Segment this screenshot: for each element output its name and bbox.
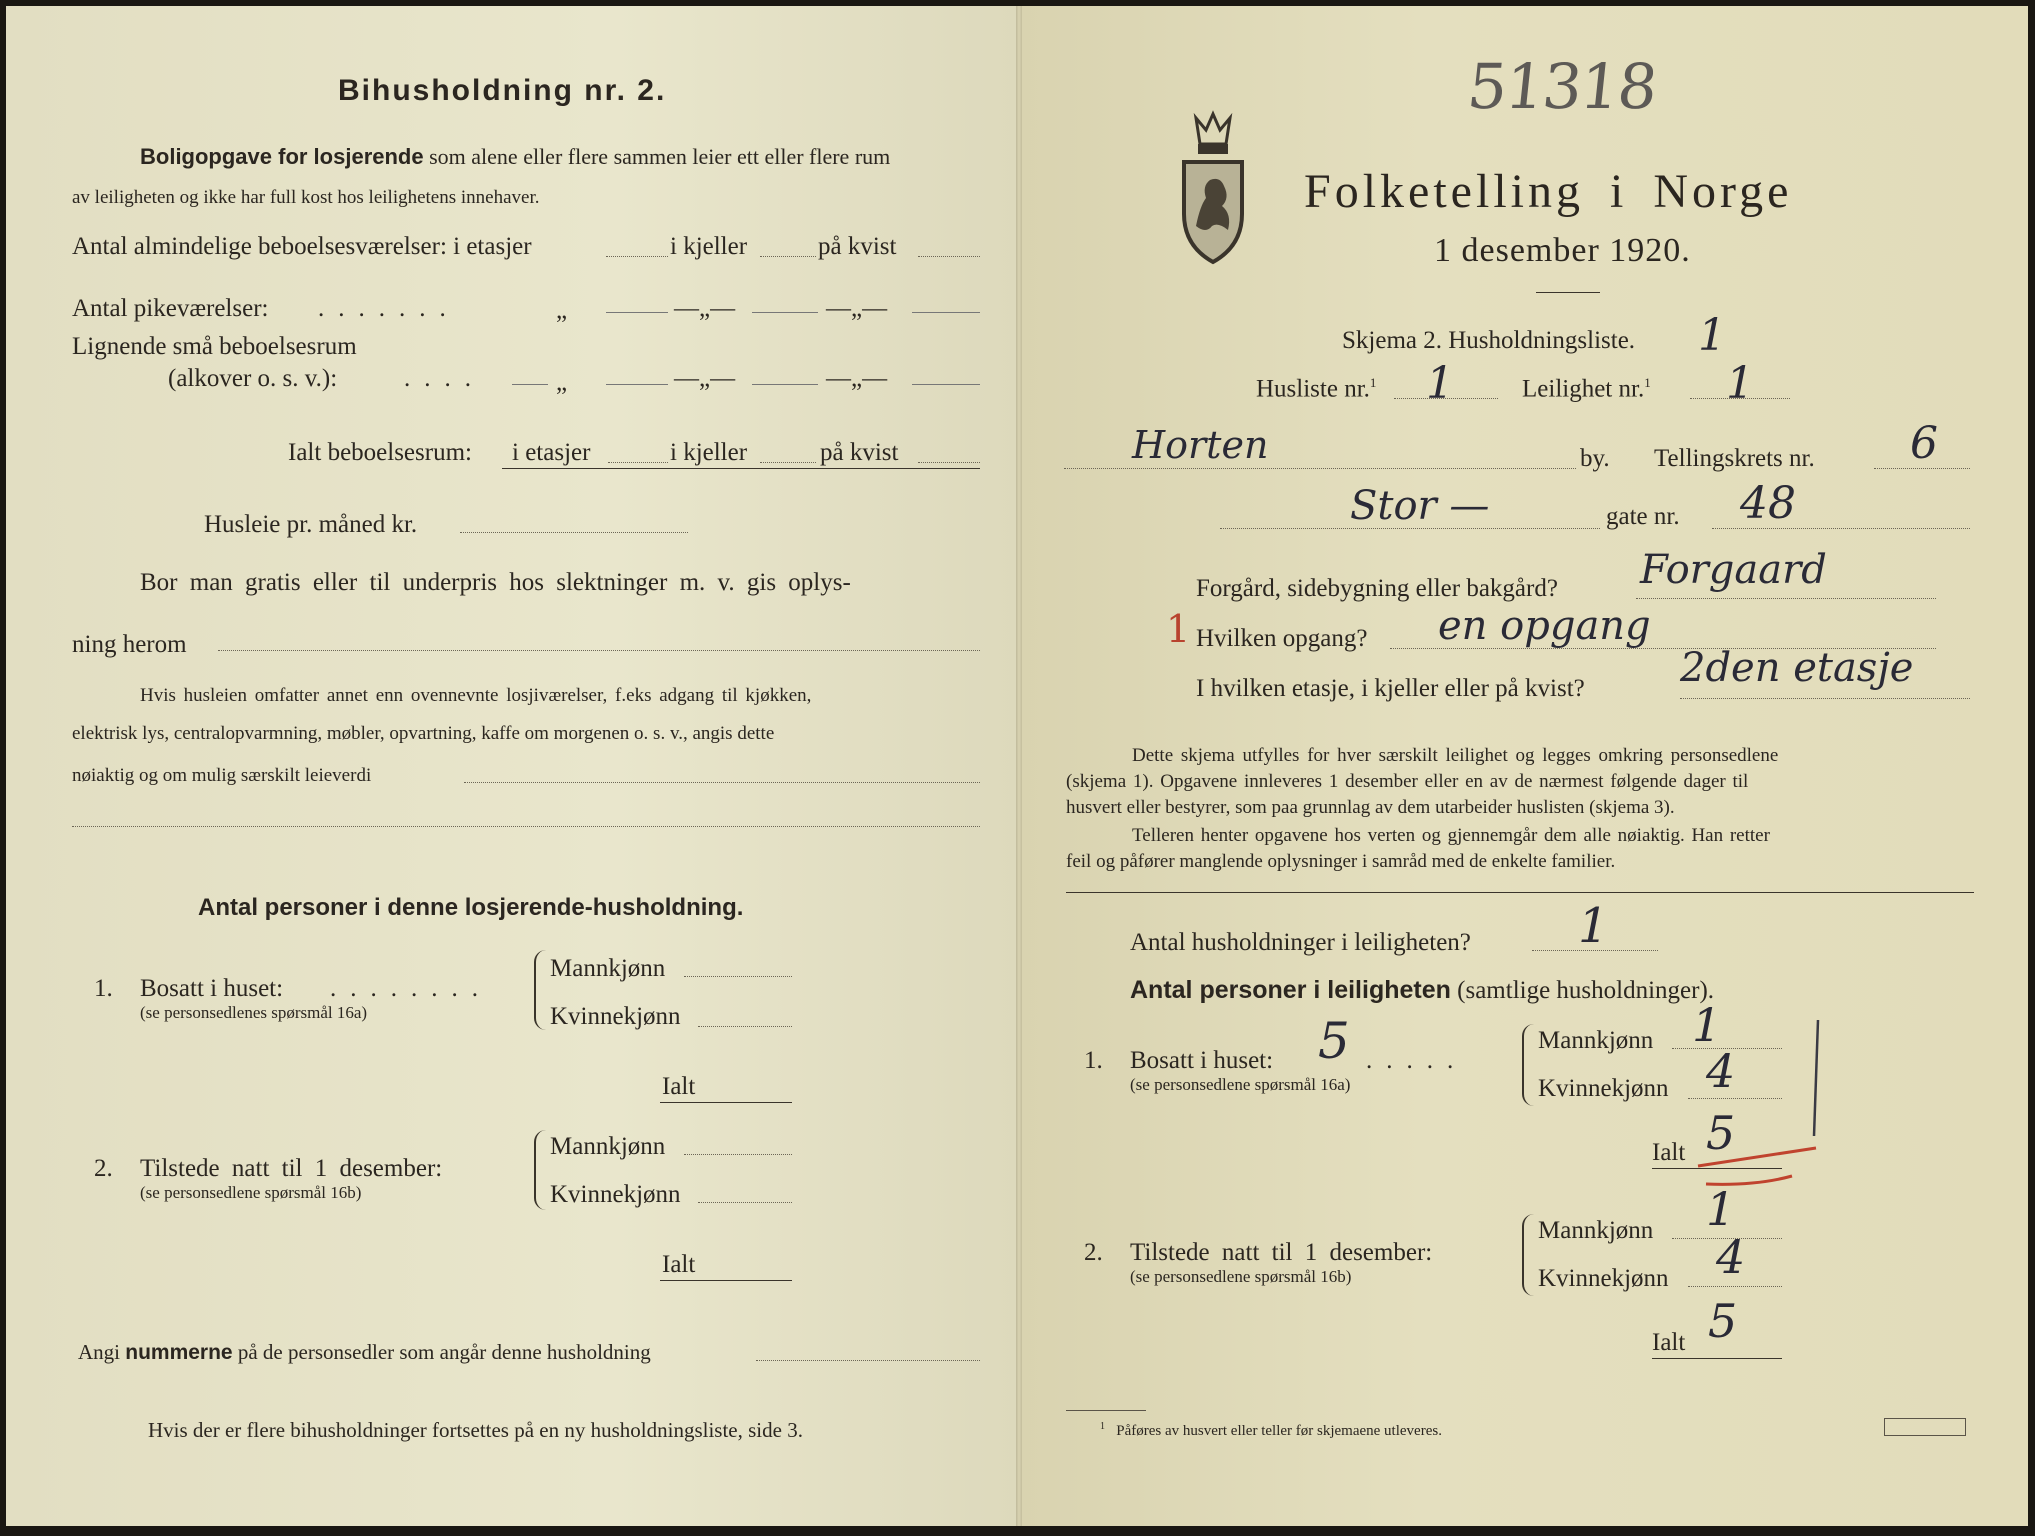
pike-line-1 [606,312,668,313]
footnote-rule [1066,1410,1146,1411]
info-rule [1066,892,1974,893]
husleie-line [460,532,688,533]
pike-line-3 [912,312,980,313]
alkover-line-2 [752,384,818,385]
leilighet-label-text: Leilighet nr. [1522,375,1645,403]
angi-line [78,1342,651,1363]
hvis-line-1: Hvis husleien omfatter annet enn ovennevnte losjiværelser, f.eks adgang til kjøkken, [140,685,812,706]
ialt-kjeller-line [760,462,816,463]
left-item2-num: 2. [94,1155,113,1182]
red-check-marks [1696,1016,1836,1206]
stamp-number: 51318 [1464,50,1660,123]
ialt-kjeller-label: i kjeller [670,439,748,466]
info-line-4: Telleren henter opgavene hos verten og gjennemgår dem alle nøiaktig. Han retter [1132,825,1770,846]
forgard-line [1636,598,1936,599]
by-label: by. [1580,445,1610,472]
left-item1-num: 1. [94,975,113,1002]
left-persons-heading: Antal personer i denne losjerende-husholdning. [198,894,744,921]
pike-line-2 [752,312,818,313]
margin-tick: 1 [1166,607,1191,651]
krets-value: 6 [1910,418,1938,469]
pike-label: Antal pikeværelser: [72,295,269,322]
husholdninger-value: 1 [1578,898,1609,954]
intro-line-1 [140,146,890,168]
rooms-kjeller-label: i kjeller [670,233,748,260]
husleie-label: Husleie pr. måned kr. [204,511,418,538]
right-b-mann-value: 1 [1692,998,1722,1052]
intro-line-2: av leiligheten og ikke har full kost hos leilighetens innehaver. [72,187,540,208]
intro-rest: som alene eller flere sammen leier ett eller flere rum [429,144,891,169]
right-t-ialt-label: Ialt [1652,1329,1686,1356]
left-item2-brace [534,1130,546,1210]
left-t-mann-line [684,1154,792,1155]
krets-line [1874,468,1970,469]
skjema-value: 1 [1698,310,1726,361]
pike-dash-2: —„— [826,295,888,322]
angi-line-fill [756,1360,980,1361]
gate-line [1220,528,1600,529]
alkover-dash-1: —„— [674,365,736,392]
right-b-kvinne-label: Kvinnekjønn [1538,1075,1669,1102]
opgang-label: Hvilken opgang? [1196,625,1368,652]
left-t-kvinne-label: Kvinnekjønn [550,1181,681,1208]
rooms-etasjer-line [606,256,668,257]
angi-rest: på de personsedler som angår denne husholdning [237,1340,651,1364]
left-b-ialt-rule [660,1102,792,1103]
right-item2-brace [1522,1214,1534,1296]
ialt-rooms-label: Ialt beboelsesrum: [288,439,472,466]
right-date: 1 desember 1920. [1434,232,1691,269]
right-t-kvinne-line [1688,1286,1782,1287]
persons-heading [1130,978,1714,1003]
husliste-line [1394,398,1498,399]
left-b-mann-label: Mannkjønn [550,955,666,982]
date-rule [1536,292,1600,293]
rooms-kvist-line [918,256,980,257]
forgard-value: Forgaard [1640,547,1827,593]
rooms-kjeller-line [760,256,816,257]
left-t-kvinne-line [698,1202,792,1203]
footnote [1100,1422,1442,1439]
page-fold [1016,6,1022,1526]
right-b-mann-label: Mannkjønn [1538,1027,1654,1054]
right-t-ialt-rule [1652,1358,1782,1359]
right-item2-sub: (se personsedlene spørsmål 16b) [1130,1267,1352,1286]
right-item2-num: 2. [1084,1239,1103,1266]
husliste-label [1256,376,1376,401]
right-item1-sub: (se personsedlene spørsmål 16a) [1130,1075,1351,1094]
footnote-text: Påføres av husvert eller teller før skjemaene utleveres. [1116,1423,1442,1439]
by-value: Horten [1132,423,1269,467]
opgang-value: en opgang [1438,603,1651,649]
right-b-kvinne-value: 4 [1706,1044,1736,1098]
right-b-ialt-label: Ialt [1652,1139,1686,1166]
hvis-line-3: nøiaktig og om mulig særskilt leieverdi [72,765,372,786]
husliste-value: 1 [1426,358,1454,409]
right-b-ialt-value: 5 [1706,1106,1736,1160]
husliste-label-text: Husliste nr. [1256,375,1370,403]
left-item2-label: Tilstede natt til 1 desember: [140,1155,443,1182]
right-t-kvinne-value: 4 [1716,1230,1746,1284]
lignende-label: Lignende små beboelsesrum [72,333,357,360]
pike-dots: ....... [318,295,460,322]
hvis-line [464,782,980,783]
right-title: Folketelling i Norge [1304,165,1793,218]
gate-nr-line [1712,528,1970,529]
alkover-line-1 [606,384,668,385]
left-title: Bihusholdning nr. 2. [338,74,667,107]
gate-nr-value: 48 [1740,478,1796,529]
left-t-mann-label: Mannkjønn [550,1133,666,1160]
alkover-dash-2: —„— [826,365,888,392]
persons-rest: (samtlige husholdninger). [1457,977,1715,1004]
leilighet-value: 1 [1726,358,1754,409]
etasje-line [1680,698,1970,699]
pike-dash-1: —„— [674,295,736,322]
left-t-ialt-label: Ialt [662,1251,696,1278]
left-item1-dots: ........ [330,975,492,1002]
ialt-etasjer-line [608,462,668,463]
right-item1-brace [1522,1024,1534,1106]
husholdninger-label: Antal husholdninger i leiligheten? [1130,929,1471,956]
right-item2-label: Tilstede natt til 1 desember: [1130,1239,1433,1266]
gate-value: Stor — [1350,483,1490,529]
left-item1-label: Bosatt i huset: [140,975,284,1002]
right-item1-dots: ..... [1366,1047,1468,1074]
footnote-mark: 1 [1100,1421,1105,1432]
gate-label: gate nr. [1606,503,1680,530]
left-footer: Hvis der er flere bihusholdninger fortsettes på en ny husholdningsliste, side 3. [148,1418,803,1442]
by-line [1064,468,1576,469]
persons-bold: Antal personer i leiligheten [1130,976,1451,1004]
skjema-label: Skjema 2. Husholdningsliste. [1342,327,1636,354]
leilighet-label [1522,376,1651,401]
hvis-extra-line [72,826,980,827]
etasje-value: 2den etasje [1680,645,1914,691]
husholdninger-line [1532,950,1658,951]
leilighet-footnote-mark: 1 [1644,375,1651,390]
leilighet-line [1690,398,1790,399]
coat-of-arms-icon [1178,110,1248,268]
printer-mark [1884,1418,1966,1436]
angi-pre: Angi [78,1340,120,1364]
left-b-ialt-label: Ialt [662,1073,696,1100]
left-t-ialt-rule [660,1280,792,1281]
right-item1-hw: 5 [1318,1012,1350,1070]
angi-bold: nummerne [125,1341,233,1364]
info-line-1: Dette skjema utfylles for hver særskilt leilighet og legges omkring personsedlene [1132,745,1779,766]
alkover-dots: .... [404,365,485,392]
left-b-mann-line [684,976,792,977]
intro-bold: Boligopgave for losjerende [140,144,424,169]
krets-label: Tellingskrets nr. [1654,445,1815,472]
alkover-label: (alkover o. s. v.): [168,365,338,392]
left-b-kvinne-label: Kvinnekjønn [550,1003,681,1030]
forgard-label: Forgård, sidebygning eller bakgård? [1196,575,1558,602]
right-item1-num: 1. [1084,1047,1103,1074]
hvis-line-2: elektrisk lys, centralopvarmning, møbler, opvartning, kaffe om morgenen o. s. v., angis dette [72,723,775,744]
antal-rooms-label: Antal almindelige beboelsesværelser: i etasjer [72,233,532,260]
ialt-kvist-line [918,462,980,463]
left-item1-brace [534,950,546,1030]
gratis-line-2: ning herom [72,631,187,658]
right-t-ialt-value: 5 [1708,1294,1738,1348]
right-t-mann-label: Mannkjønn [1538,1217,1654,1244]
info-line-3: husvert eller bestyrer, som paa grunnlag av dem utarbeider huslisten (skjema 3). [1066,797,1675,818]
info-line-2: (skjema 1). Opgavene innleveres 1 desember eller en av de nærmest følgende dager til [1066,771,1749,792]
gratis-line [218,650,980,651]
alkover-line-3 [912,384,980,385]
pike-ditto: „ [556,297,568,324]
alkover-ditto: „ [556,369,568,396]
left-item1-sub: (se personsedlenes spørsmål 16a) [140,1003,368,1022]
right-t-kvinne-label: Kvinnekjønn [1538,1265,1669,1292]
rooms-kvist-label: på kvist [818,233,897,260]
left-item2-sub: (se personsedlene spørsmål 16b) [140,1183,362,1202]
ialt-rule [502,468,980,469]
etasje-label: I hvilken etasje, i kjeller eller på kvist? [1196,675,1585,702]
right-item1-label: Bosatt i huset: [1130,1047,1274,1074]
gratis-line-1: Bor man gratis eller til underpris hos slektninger m. v. gis oplys- [140,569,851,596]
ialt-kvist-label: på kvist [820,439,899,466]
husliste-footnote-mark: 1 [1369,375,1377,390]
left-b-kvinne-line [698,1026,792,1027]
alkover-line-0 [512,384,548,385]
ialt-etasjer-label: i etasjer [512,439,591,466]
right-t-mann-value: 1 [1706,1182,1736,1236]
info-line-5: feil og påfører manglende oplysninger i samråd med de enkelte familier. [1066,851,1616,872]
